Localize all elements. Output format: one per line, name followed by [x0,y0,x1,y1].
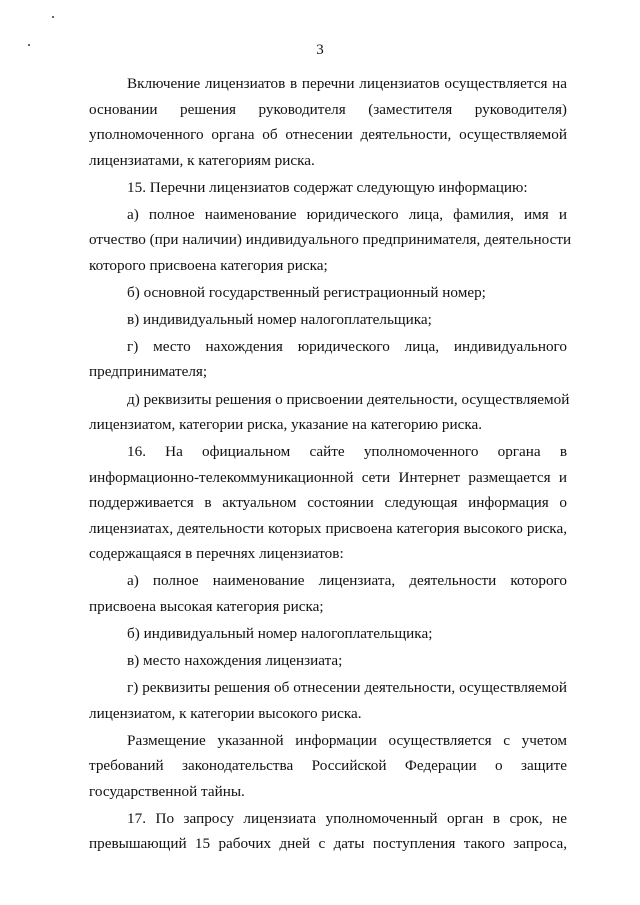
text-line: присвоена высокая категория риска; [89,597,324,615]
text-line: 15. Перечни лицензиатов содержат следующую информацию: [127,178,528,196]
text-line: информационно-телекоммуникационной сети Интернет размещается и [89,468,567,486]
text-line: г) место нахождения юридического лица, индивидуального [127,337,567,355]
text-line: Включение лицензиатов в перечни лицензиатов осуществляется на [127,75,567,92]
text-line: государственной тайны. [89,782,245,800]
text-line: б) индивидуальный номер налогоплательщика; [127,624,433,642]
text-line: предпринимателя; [89,363,208,381]
text-line: б) основной государственный регистрационный номер; [127,283,486,301]
page-number: 3 [316,42,324,58]
text-line: в) индивидуальный номер налогоплательщика; [127,310,432,328]
document-body [89,71,572,857]
text-line: лицензиатом, категории риска, указание на категорию риска. [89,416,483,434]
text-line: превышающий 15 рабочих дней с даты поступления такого запроса, [89,835,567,853]
text-line: лицензиатах, деятельности которых присвоена категория высокого риска, [89,519,567,537]
text-line: Размещение указанной информации осуществляется с учетом [127,731,567,749]
text-line: 17. По запросу лицензиата уполномоченный орган в срок, не [127,809,567,827]
text-line: отчество (при наличии) индивидуального предпринимателя, деятельности [89,231,572,249]
text-line: содержащаяся в перечнях лицензиатов: [89,545,344,563]
text-line: д) реквизиты решения о присвоении деятельности, осуществляемой [127,390,570,408]
text-line: поддерживается в актуальном состоянии следующая информация о [89,494,567,512]
text-line: а) полное наименование лицензиата, деятельности которого [127,572,567,590]
text-line: в) место нахождения лицензиата; [127,651,343,669]
text-line: лицензиатом, к категории высокого риска. [89,704,362,722]
text-line: основании решения руководителя (заместителя руководителя) [89,100,567,118]
text-line: уполномоченного органа об отнесении деятельности, осуществляемой [89,126,567,143]
scan-speck [52,16,54,18]
text-line: требований законодательства Российской Федерации о защите [89,757,567,775]
text-line: г) реквизиты решения об отнесении деятельности, осуществляемой [127,679,567,697]
text-line: которого присвоена категория риска; [89,256,328,274]
text-line: 16. На официальном сайте уполномоченного органа в [127,443,567,461]
text-line: а) полное наименование юридического лица, фамилия, имя и [127,205,567,223]
text-line: лицензиатами, к категориям риска. [89,151,315,169]
